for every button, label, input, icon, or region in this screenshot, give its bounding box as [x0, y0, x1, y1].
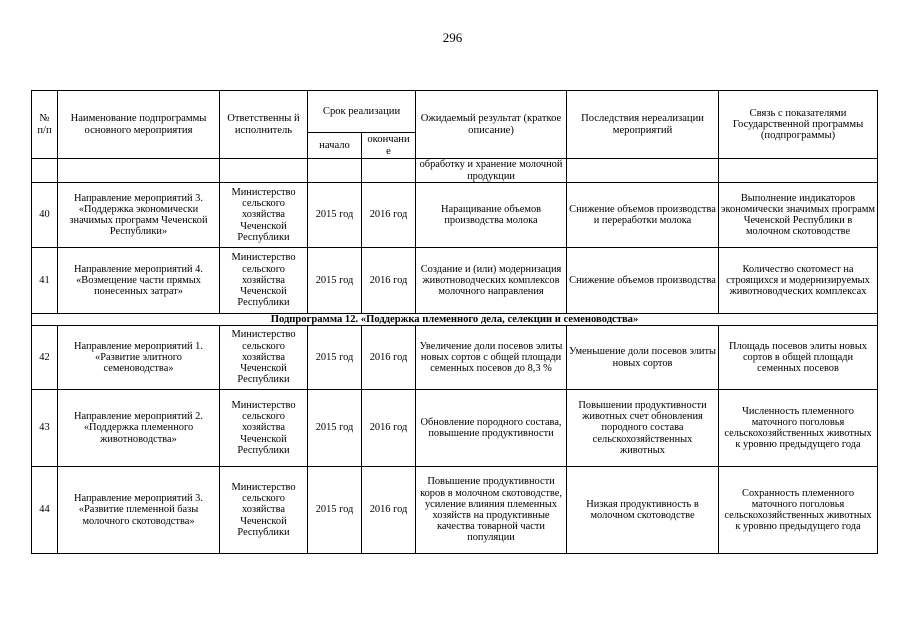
cell-responsible: Министерство сельского хозяйства Чеченской Республики: [220, 467, 308, 554]
cell-consequences: Снижение объемов производства и переработки молока: [567, 183, 719, 248]
cell-link: Численность племенного маточного поголовья сельскохозяйственных животных к уровню предыдущего года: [719, 390, 878, 467]
program-table: [31, 90, 878, 554]
cell-end: 2016 год: [362, 467, 416, 554]
table-row: [32, 390, 878, 467]
cell-link: Количество скотомест на строящихся и модернизируемых животноводческих комплексах: [719, 248, 878, 314]
cell-consequences: Уменьшение доли посевов элиты новых сортов: [567, 326, 719, 390]
cell-consequences: Низкая продуктивность в молочном скотоводстве: [567, 467, 719, 554]
header-term-start: начало: [308, 133, 362, 159]
header-num: № п/п: [32, 91, 58, 159]
header-expected: Ожидаемый результат (краткое описание): [416, 91, 567, 159]
cell-consequences: Повышении продуктивности животных счет обновления породного состава сельскохозяйственных животных: [567, 390, 719, 467]
cell-end: 2016 год: [362, 390, 416, 467]
cell-start: 2015 год: [308, 467, 362, 554]
cell-link: Выполнение индикаторов экономически значимых программ Чеченской Республики в молочном скотоводстве: [719, 183, 878, 248]
cell-responsible: Министерство сельского хозяйства Чеченской Республики: [220, 390, 308, 467]
cell-responsible: Министерство сельского хозяйства Чеченской Республики: [220, 183, 308, 248]
cell-num: 40: [32, 183, 58, 248]
header-link: Связь с показателями Государственной программы (подпрограммы): [719, 91, 878, 159]
cell-responsible: Министерство сельского хозяйства Чеченской Республики: [220, 326, 308, 390]
cell-end: 2016 год: [362, 248, 416, 314]
cell-start: 2015 год: [308, 326, 362, 390]
header-term-end: окончани е: [362, 133, 416, 159]
cell-name: Направление мероприятий 3. «Поддержка экономически значимых программ Чеченской Республики»: [58, 183, 220, 248]
cell-end: 2016 год: [362, 183, 416, 248]
cell-name: Направление мероприятий 4. «Возмещение части прямых понесенных затрат»: [58, 248, 220, 314]
cell-name: Направление мероприятий 3. «Развитие племенной базы молочного скотоводства»: [58, 467, 220, 554]
cell-expected: обработку и хранение молочной продукции: [416, 159, 567, 183]
header-row: [32, 91, 878, 133]
cell-expected: Создание и (или) модернизация животноводческих комплексов молочного направления: [416, 248, 567, 314]
cell-name: Направление мероприятий 1. «Развитие элитного семеноводства»: [58, 326, 220, 390]
table-row: [32, 248, 878, 314]
header-responsible: Ответственны й исполнитель: [220, 91, 308, 159]
cell-name: Направление мероприятий 2. «Поддержка племенного животноводства»: [58, 390, 220, 467]
subprogram-title: Подпрограмма 12. «Поддержка племенного дела, селекции и семеноводства»: [32, 314, 878, 326]
cell-expected: Наращивание объемов производства молока: [416, 183, 567, 248]
table-row: [32, 326, 878, 390]
cell-start: 2015 год: [308, 183, 362, 248]
cell-num: 44: [32, 467, 58, 554]
cell-consequences: Снижение объемов производства: [567, 248, 719, 314]
cell-start: 2015 год: [308, 390, 362, 467]
cell-expected: Обновление породного состава, повышение продуктивности: [416, 390, 567, 467]
cell-link: Площадь посевов элиты новых сортов в общей площади семенных посевов: [719, 326, 878, 390]
cell-link: Сохранность племенного маточного поголовья сельскохозяйственных животных к уровню предыдущего года: [719, 467, 878, 554]
cell-num: 43: [32, 390, 58, 467]
cell-expected: Повышение продуктивности коров в молочном скотоводстве, усиление влияния племенных хозяйств на продуктивные качества товарной части популяции: [416, 467, 567, 554]
table-row: [32, 467, 878, 554]
cell-expected: Увеличение доли посевов элиты новых сортов с общей площади семенных посевов до 8,3 %: [416, 326, 567, 390]
page-number: 296: [442, 30, 463, 45]
header-term: Срок реализации: [308, 91, 416, 133]
header-consequences: Последствия нереализации мероприятий: [567, 91, 719, 159]
continuation-row: [32, 159, 878, 183]
table-row: [32, 183, 878, 248]
cell-start: 2015 год: [308, 248, 362, 314]
cell-num: 41: [32, 248, 58, 314]
subprogram-row: [32, 314, 878, 326]
cell-end: 2016 год: [362, 326, 416, 390]
cell-responsible: Министерство сельского хозяйства Чеченской Республики: [220, 248, 308, 314]
cell-num: 42: [32, 326, 58, 390]
header-name: Наименование подпрограммы основного мероприятия: [58, 91, 220, 159]
